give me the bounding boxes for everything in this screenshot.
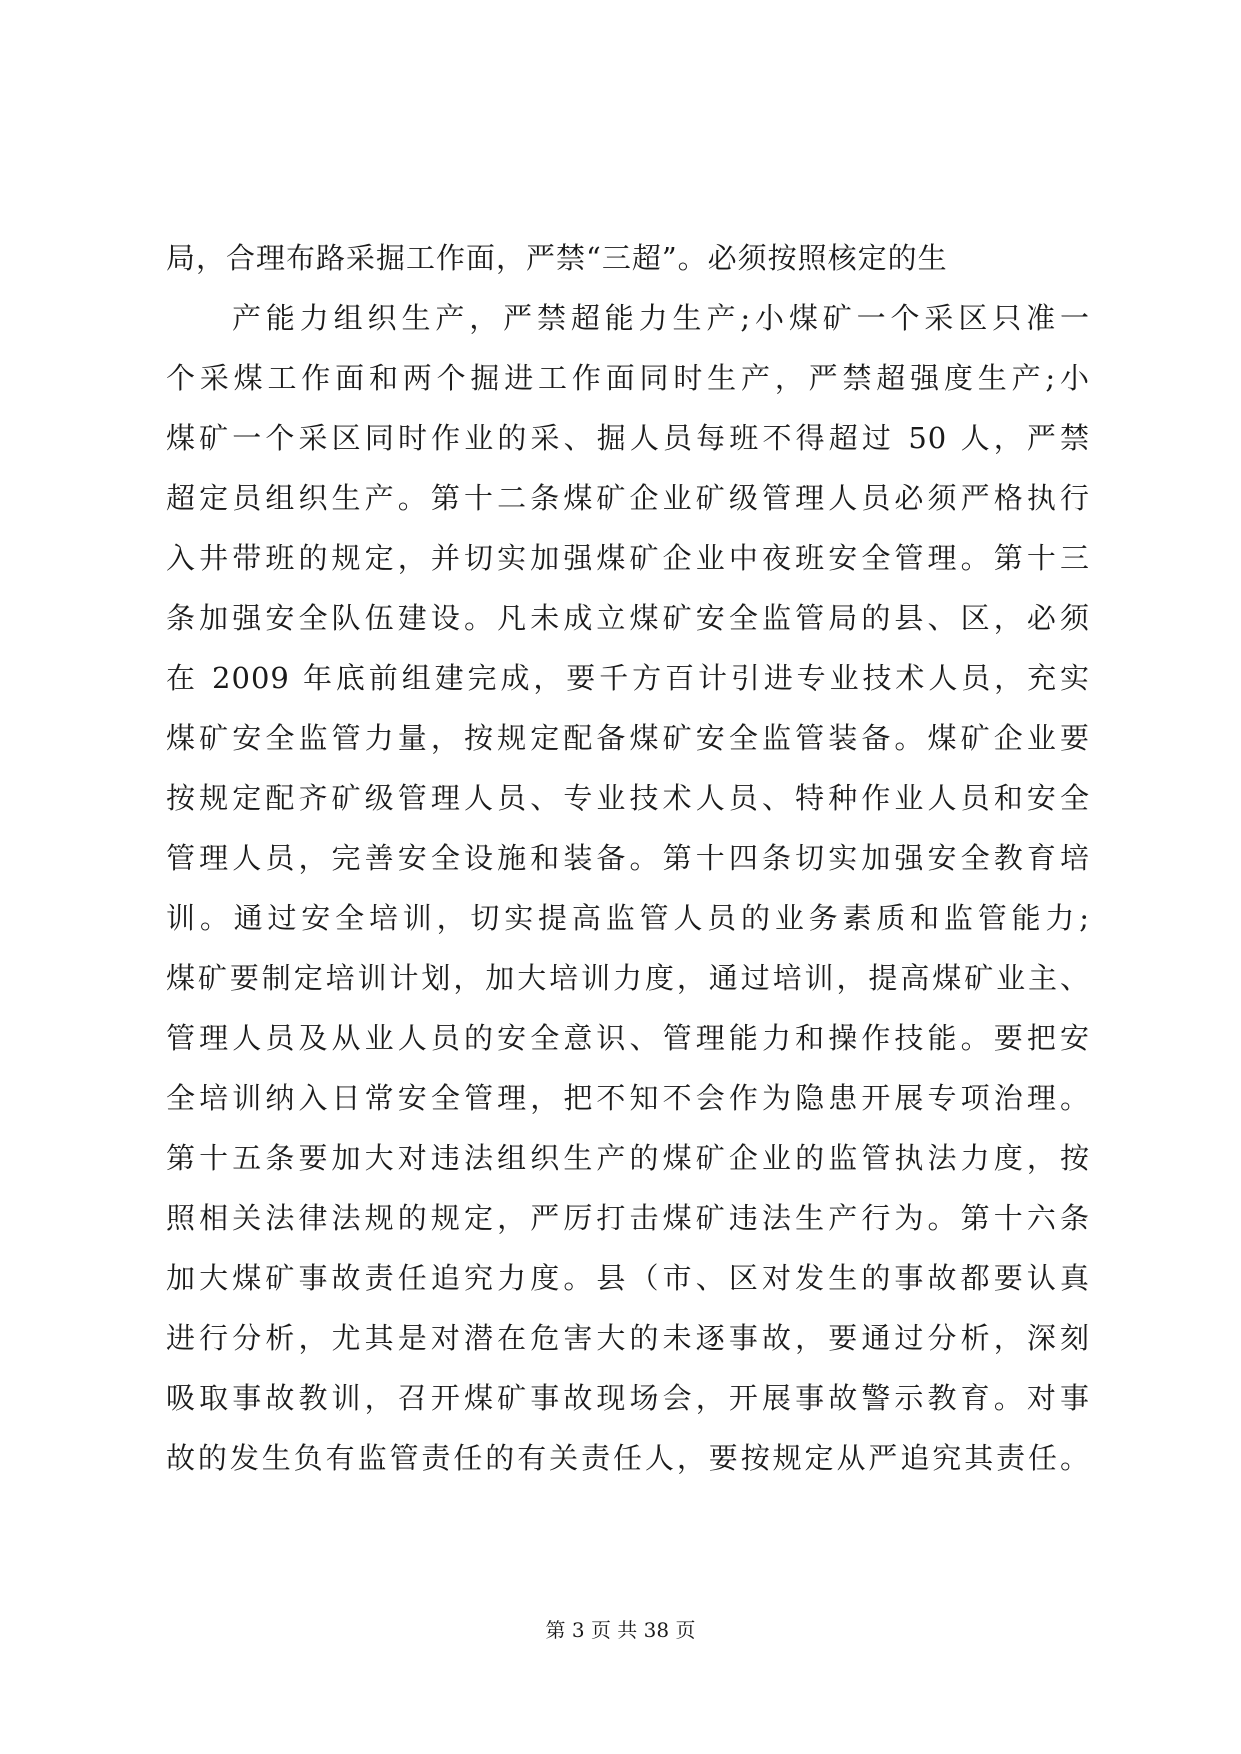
- text-line: 故的发生负有监管责任的有关责任人，要按规定从严追究其责任。: [166, 1441, 1090, 1475]
- text-line: 管理人员及从业人员的安全意识、管理能力和操作技能。要把安: [166, 1021, 1090, 1055]
- text-line: 进行分析，尤其是对潜在危害大的未逐事故，要通过分析，深刻: [166, 1321, 1090, 1355]
- text-line: 第十五条要加大对违法组织生产的煤矿企业的监管执法力度，按: [166, 1141, 1090, 1175]
- page-number-footer: 第 3 页 共 38 页: [545, 1618, 696, 1642]
- body-text: [166, 234, 1090, 1494]
- text-line: 条加强安全队伍建设。凡未成立煤矿安全监管局的县、区，必须: [166, 601, 1090, 635]
- text-line: 训。通过安全培训，切实提高监管人员的业务素质和监管能力;: [166, 901, 1090, 935]
- text-line: 全培训纳入日常安全管理，把不知不会作为隐患开展专项治理。: [166, 1081, 1090, 1115]
- text-line: 管理人员，完善安全设施和装备。第十四条切实加强安全教育培: [166, 841, 1090, 875]
- text-line: 在 2009 年底前组建完成，要千方百计引进专业技术人员，充实: [166, 661, 1090, 695]
- text-line: 煤矿一个采区同时作业的采、掘人员每班不得超过 50 人，严禁: [166, 421, 1090, 455]
- text-line: 按规定配齐矿级管理人员、专业技术人员、特种作业人员和安全: [166, 781, 1090, 815]
- text-line: 入井带班的规定，并切实加强煤矿企业中夜班安全管理。第十三: [166, 541, 1090, 575]
- text-line: 照相关法律法规的规定，严厉打击煤矿违法生产行为。第十六条: [166, 1201, 1090, 1235]
- text-line: 煤矿要制定培训计划，加大培训力度，通过培训，提高煤矿业主、: [166, 961, 1090, 995]
- text-line: 产能力组织生产，严禁超能力生产;小煤矿一个采区只准一: [232, 301, 1090, 335]
- text-line: 局，合理布路采掘工作面，严禁“三超”。必须按照核定的生: [166, 241, 948, 275]
- text-line: 个采煤工作面和两个掘进工作面同时生产，严禁超强度生产;小: [166, 361, 1090, 395]
- text-line: 吸取事故教训，召开煤矿事故现场会，开展事故警示教育。对事: [166, 1381, 1090, 1415]
- text-line: 加大煤矿事故责任追究力度。县（市、区对发生的事故都要认真: [166, 1261, 1090, 1295]
- text-line: 煤矿安全监管力量，按规定配备煤矿安全监管装备。煤矿企业要: [166, 721, 1090, 755]
- text-line: 超定员组织生产。第十二条煤矿企业矿级管理人员必须严格执行: [166, 481, 1090, 515]
